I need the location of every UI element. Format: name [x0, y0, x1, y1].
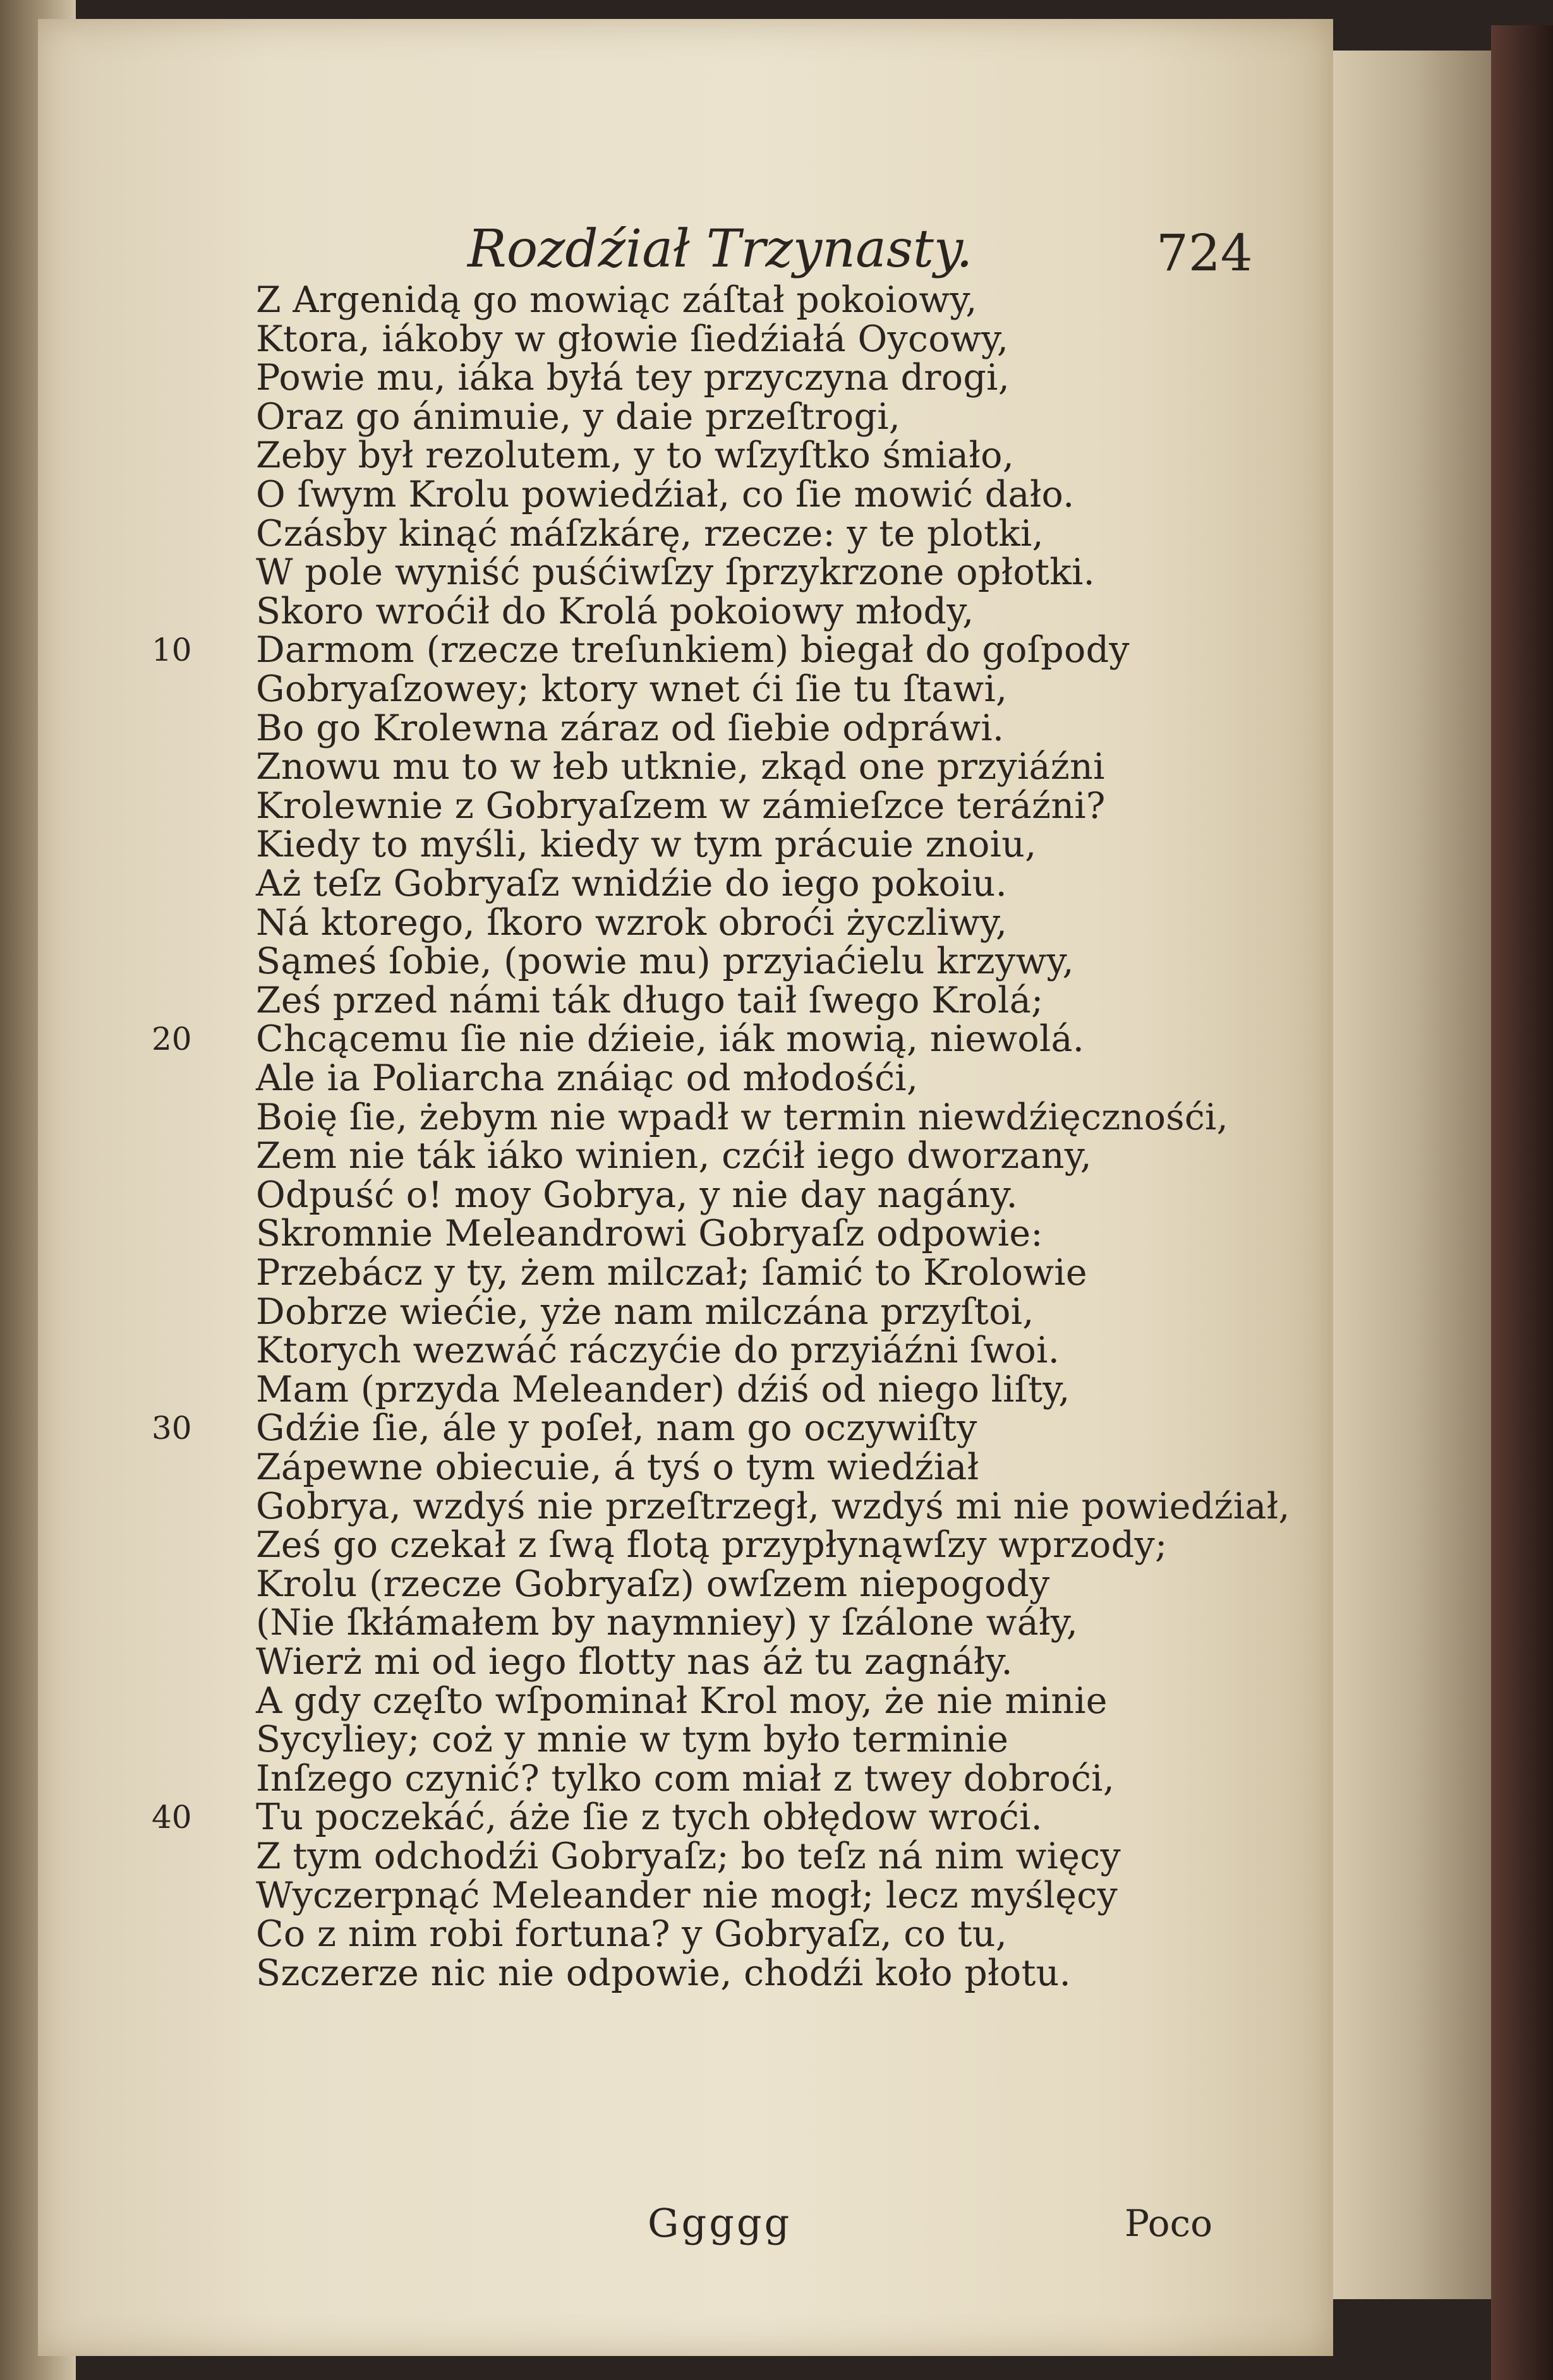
- verse-line: Ktorych wezwáć ráczyćie do przyiáźni ſwoi.: [256, 1330, 1060, 1372]
- verse-line: Kiedy to myśli, kiedy w tym prácuie znoiu,: [256, 824, 1037, 866]
- signature-mark: Ggggg: [648, 2200, 792, 2246]
- verse-line: Zeby był rezolutem, y to wſzyſtko śmiało,: [256, 435, 1015, 477]
- verse-line: Mam (przyda Meleander) dźiś od niego liſty,: [256, 1368, 1070, 1410]
- verse-line: A gdy częſto wſpominał Krol moy, że nie minie: [256, 1680, 1108, 1722]
- line-number: 20: [152, 1021, 192, 1058]
- verse-line: Darmom (rzecze treſunkiem) biegał do goſpody: [256, 629, 1130, 671]
- verse-line: Zápewne obiecuie, á tyś o tym wiedźiał: [256, 1446, 979, 1488]
- verse-line: Ná ktorego, ſkoro wzrok obroći życzliwy,: [256, 901, 1008, 944]
- page-footer: [38, 2198, 1333, 2249]
- running-head: Rozdźiał Trzynasty.: [468, 219, 973, 279]
- verse-line: Wierż mi od iego flotty nas áż tu zagnáły.: [256, 1641, 1013, 1683]
- page-number: 724: [1156, 224, 1253, 282]
- verse-line: Gobryaſzowey; ktory wnet ći ſie tu ſtawi,: [256, 668, 1008, 710]
- verse-line: Wyczerpnąć Meleander nie mogł; lecz myślęcy: [256, 1874, 1118, 1916]
- verse-line: Krolu (rzecze Gobryaſz) owſzem niepogody: [256, 1563, 1050, 1605]
- verse-line: Czásby kinąć máſzkárę, rzecze: y te plotki,: [256, 512, 1044, 555]
- verse-line: Skoro wroćił do Krolá pokoiowy młody,: [256, 590, 974, 632]
- book-page: [38, 19, 1333, 2356]
- verse-line: W pole wyniść puśćiwſzy ſprzykrzone opłotki.: [256, 551, 1096, 594]
- right-page-stack: [1333, 51, 1497, 2299]
- verse-line: Ale ia Poliarcha znáiąc od młodośći,: [256, 1057, 919, 1099]
- verse-line: Gdźie ſie, ále y poſeł, nam go oczywiſty: [256, 1407, 977, 1450]
- verse-line: Sąmeś ſobie, (powie mu) przyiaćielu krzywy,: [256, 941, 1074, 983]
- verse-line: Gobrya, wzdyś nie przeſtrzegł, wzdyś mi nie powiedźiał,: [256, 1485, 1290, 1527]
- verse-line: Krolewnie z Gobryaſzem w zámieſzce teráźni?: [256, 784, 1106, 827]
- verse-line: Co z nim robi fortuna? y Gobryaſz, co tu,: [256, 1913, 1008, 1956]
- verse-line: Sycyliey; coż y mnie w tym było terminie: [256, 1719, 1009, 1761]
- verse-line: Inſzego czynić? tylko com miał z twey dobroći,: [256, 1757, 1115, 1800]
- verse-line: Oraz go ánimuie, y daie przeſtrogi,: [256, 395, 901, 438]
- verse-line: Ktora, iákoby w głowie ſiedźiałá Oycowy,: [256, 318, 1009, 360]
- verse-line: Bo go Krolewna záraz od ſiebie odpráwi.: [256, 707, 1005, 749]
- verse-line: O ſwym Krolu powiedźiał, co ſie mowić dało.: [256, 474, 1075, 515]
- line-number: 10: [152, 632, 192, 669]
- line-number: 40: [152, 1799, 192, 1836]
- verse-line: Z Argenidą go mowiąc záſtał pokoiowy,: [256, 279, 977, 321]
- verse-line: Szczerze nic nie odpowie, chodźi koło płotu.: [256, 1952, 1072, 1994]
- verse-line: Ześ przed námi ták długo taił ſwego Krolá;: [256, 979, 1044, 1021]
- verse-line: Tu poczekáć, áże ſie z tych obłędow wroći.: [256, 1796, 1043, 1839]
- verse-line: Boię ſie, żebym nie wpadł w termin niewdźięcznośći,: [256, 1096, 1228, 1138]
- book-binding: [1491, 25, 1553, 2380]
- verse-line: Aż teſz Gobryaſz wnidźie do iego pokoiu.: [256, 863, 1008, 905]
- page-header: [38, 215, 1333, 284]
- verse-line: Odpuść o! moy Gobrya, y nie day nagány.: [256, 1174, 1018, 1216]
- verse-line: Powie mu, iáka byłá tey przyczyna drogi,: [256, 357, 1010, 399]
- verse-line: Skromnie Meleandrowi Gobryaſz odpowie:: [256, 1213, 1043, 1255]
- verse-line: (Nie ſkłámałem by naymniey) y ſzálone wáły,: [256, 1602, 1079, 1644]
- catchword: Poco: [1125, 2202, 1212, 2245]
- line-number: 30: [152, 1410, 192, 1447]
- verse-line: Z tym odchodźi Gobryaſz; bo teſz ná nim więcy: [256, 1836, 1121, 1877]
- verse-line: Znowu mu to w łeb utknie, zkąd one przyiáźni: [256, 746, 1105, 788]
- verse-line: Chcącemu ſie nie dźieie, iák mowią, niewolá.: [256, 1018, 1085, 1061]
- verse-line: Zem nie ták iáko winien, czćił iego dworzany,: [256, 1135, 1092, 1177]
- verse-line: Dobrze wiećie, yże nam milczána przyſtoi,: [256, 1290, 1034, 1333]
- verse-line: Ześ go czekał z ſwą flotą przypłynąwſzy wprzody;: [256, 1524, 1168, 1566]
- verse-line: Przebácz y ty, żem milczał; ſamić to Krolowie: [256, 1252, 1087, 1294]
